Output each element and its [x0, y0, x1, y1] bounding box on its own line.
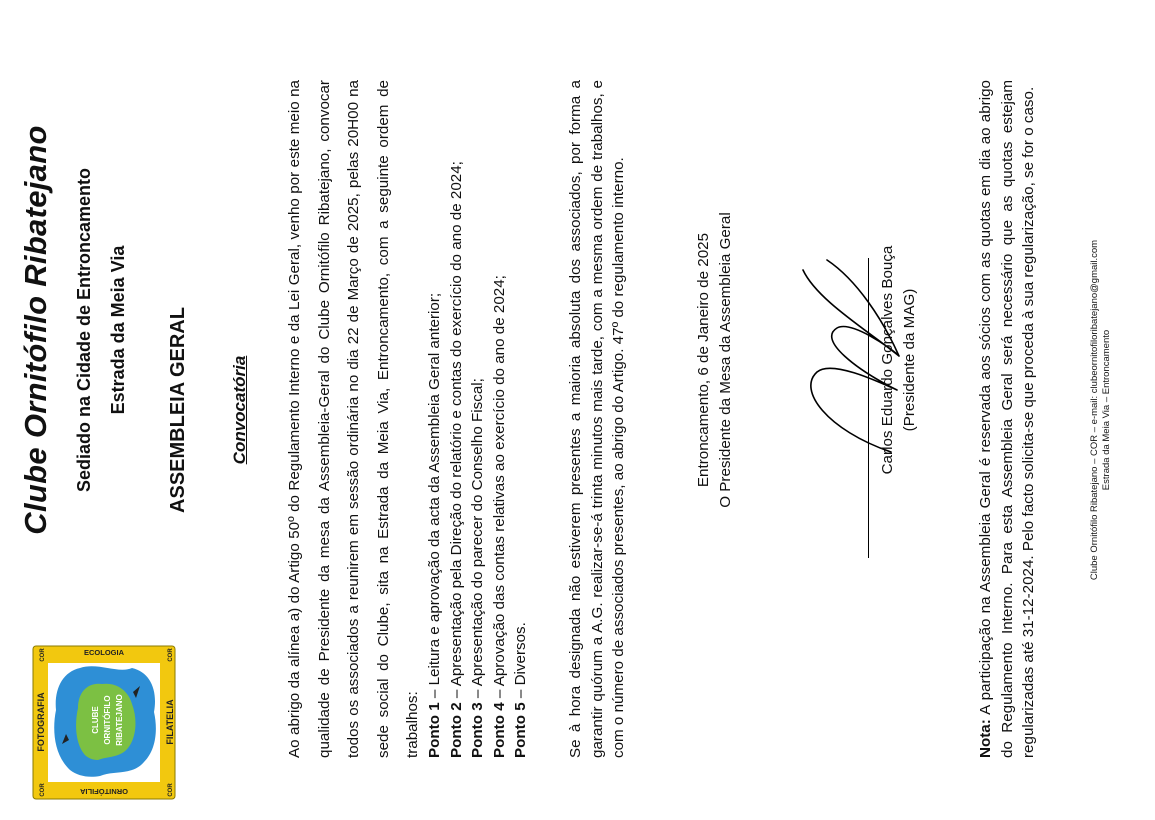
agenda-item-label: Ponto 3	[469, 702, 486, 758]
agenda-item	[446, 80, 468, 758]
footer	[1089, 0, 1113, 820]
intro-paragraph: Ao abrigo da alínea a) do Artigo 50º do Regulamento Interno e da Lei Geral, venho por este meio na qualidade de Presidente da mesa da Assembleia-Geral do Clube Ornitófilo Ribatejano, convocar todos os associados a reunirem em sessão ordinária no dia 22 de Março de 2025, pelas 20H00 na sede social do Clube, sita na Estrada da Meia Via, Entroncamento, com a seguinte ordem de trabalhos:	[286, 80, 421, 758]
agenda-list	[424, 80, 532, 758]
agenda-item-label: Ponto 5	[512, 702, 529, 758]
agenda-item-text: – Aprovação das contas relativas ao exercício do ano de 2024;	[490, 275, 508, 703]
logo-left-text: ORNITÓFILIA	[80, 787, 128, 796]
footer-line-address: Estrada da Meia Via – Entroncamento	[1101, 329, 1112, 491]
quorum-paragraph: Se à hora designada não estiverem presentes a maioria absoluta dos associados, por forma a garantir quórum a A.G. realizar-se-á trinta minutos mais tarde, com a mesma ordem de trabalhos, e com o número de associados presentes, ao abrigo do Artigo. 47º do regulamento interno.	[567, 80, 627, 758]
signer-title: (Presidente da MAG)	[900, 288, 918, 432]
logo-corner-text: COR	[168, 783, 174, 797]
club-logo	[32, 645, 176, 800]
club-subtitle-location: Sediado na Cidade de Entroncamento	[74, 167, 94, 493]
agenda-item-label: Ponto 1	[426, 702, 443, 758]
footer-line-contact: Clube Ornitófilo Ribatejano – COR – e-mail: clubeornitofiloribatejano@gmail.com	[1089, 239, 1100, 581]
place-date: Entroncamento, 6 de Janeiro de 2025	[695, 232, 712, 488]
note-text: A participação na Assembleia Geral é reservada aos sócios com as quotas em dia ao abrigo do Regulamento Interno. Para esta Assembleia Geral será necessário que as quotas estejam regularizadas até 31-12-2024. Pelo facto solicita-se que proceda à sua regularização, se for o caso.	[977, 80, 1037, 758]
document-subheading: Convocatória	[230, 355, 249, 465]
club-name: Clube Ornitófilo Ribatejano	[18, 125, 53, 535]
club-subtitle-address: Estrada da Meia Via	[108, 245, 128, 415]
signature-block	[693, 0, 736, 720]
note-label: Nota:	[977, 719, 994, 758]
agenda-item-label: Ponto 2	[447, 702, 465, 758]
agenda-item-text: – Leitura e aprovação da acta da Assembleia Geral anterior;	[426, 292, 443, 703]
agenda-item	[489, 80, 511, 758]
agenda-item-text: – Apresentação pela Direção do relatório e contas do exercício do ano de 2024;	[447, 161, 465, 703]
agenda-item-label: Ponto 4	[490, 702, 508, 758]
logo-center-line: CLUBE	[91, 706, 100, 734]
signature-line	[868, 258, 869, 558]
logo-corner-text: COR	[40, 783, 46, 797]
agenda-item-text: – Diversos.	[512, 622, 529, 703]
signatory	[877, 0, 920, 720]
logo-center-line: ORNITÓFILO	[103, 695, 112, 745]
logo-bottom-text: FILATELIA	[165, 699, 175, 745]
document-heading: ASSEMBLEIA GERAL	[167, 307, 189, 513]
agenda-item	[424, 80, 446, 758]
agenda-item-text: – Apresentação do parecer do Conselho Fiscal;	[469, 378, 486, 703]
signer-role: O Presidente da Mesa da Assembleia Geral	[716, 212, 734, 508]
logo-right-text: ECOLOGIA	[83, 648, 125, 657]
note-paragraph	[975, 80, 1040, 758]
logo-corner-text: COR	[168, 648, 174, 662]
signer-name: Carlos Eduardo Gonçalves Bouça	[879, 245, 896, 475]
agenda-item	[467, 80, 489, 758]
agenda-item	[510, 80, 532, 758]
logo-corner-text: COR	[40, 648, 46, 662]
logo-top-text: FOTOGRAFIA	[36, 692, 46, 752]
logo-center-line: RIBATEJANO	[115, 694, 124, 746]
